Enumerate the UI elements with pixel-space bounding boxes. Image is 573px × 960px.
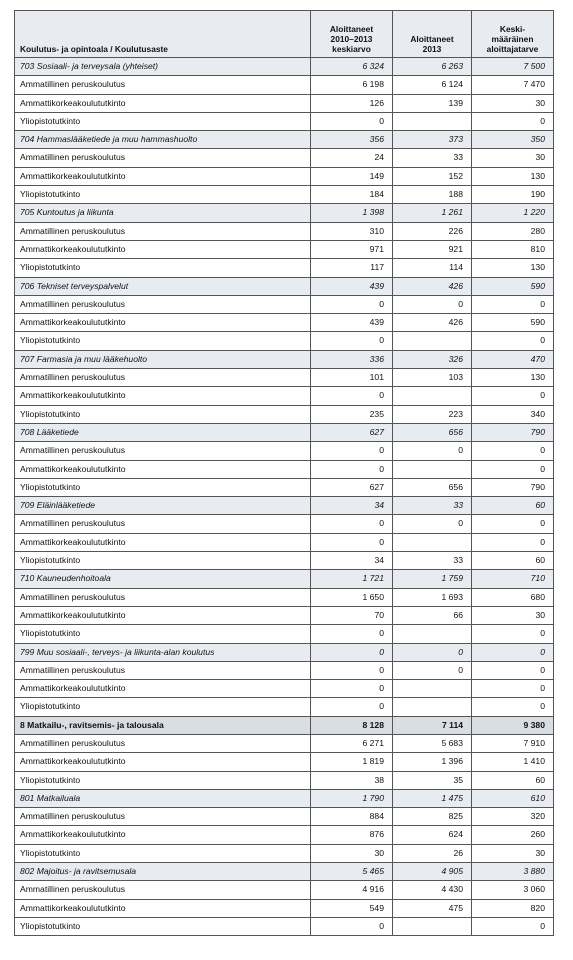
starters-2013-cell: 6 263 bbox=[393, 58, 472, 76]
avg-2010-2013-cell: 8 128 bbox=[311, 716, 393, 734]
starter-need-cell: 0 bbox=[472, 112, 554, 130]
starter-need-cell: 590 bbox=[472, 277, 554, 295]
avg-2010-2013-cell: 336 bbox=[311, 350, 393, 368]
starters-2013-cell: 1 693 bbox=[393, 588, 472, 606]
row-label: Ammatillinen peruskoulutus bbox=[15, 442, 311, 460]
starter-need-cell: 0 bbox=[472, 442, 554, 460]
row-label: Ammatillinen peruskoulutus bbox=[15, 515, 311, 533]
starter-need-cell: 7 910 bbox=[472, 734, 554, 752]
avg-2010-2013-cell: 1 650 bbox=[311, 588, 393, 606]
table-row bbox=[15, 899, 554, 917]
starter-need-cell: 790 bbox=[472, 478, 554, 496]
avg-2010-2013-cell: 0 bbox=[311, 661, 393, 679]
starter-need-cell: 710 bbox=[472, 570, 554, 588]
starters-2013-cell: 656 bbox=[393, 478, 472, 496]
table-row bbox=[15, 222, 554, 240]
starter-need-cell: 0 bbox=[472, 295, 554, 313]
starter-need-cell: 30 bbox=[472, 606, 554, 624]
starter-need-cell: 350 bbox=[472, 131, 554, 149]
starter-need-cell: 0 bbox=[472, 917, 554, 935]
avg-2010-2013-cell: 0 bbox=[311, 442, 393, 460]
starters-2013-cell: 33 bbox=[393, 497, 472, 515]
row-label: Yliopistotutkinto bbox=[15, 552, 311, 570]
header-starters-2013: Aloittaneet 2013 bbox=[393, 11, 472, 58]
starters-2013-cell: 6 124 bbox=[393, 76, 472, 94]
starter-need-cell: 0 bbox=[472, 661, 554, 679]
row-label: 802 Majoitus- ja ravitsemusala bbox=[15, 863, 311, 881]
starters-2013-cell: 0 bbox=[393, 661, 472, 679]
table-row bbox=[15, 387, 554, 405]
row-label: Ammatillinen peruskoulutus bbox=[15, 661, 311, 679]
row-label: Ammattikorkeakoulututkinto bbox=[15, 606, 311, 624]
avg-2010-2013-cell: 627 bbox=[311, 478, 393, 496]
starters-2013-cell: 103 bbox=[393, 369, 472, 387]
avg-2010-2013-cell: 6 324 bbox=[311, 58, 393, 76]
row-label: Yliopistotutkinto bbox=[15, 259, 311, 277]
starter-need-cell: 810 bbox=[472, 240, 554, 258]
row-label: Ammattikorkeakoulututkinto bbox=[15, 753, 311, 771]
avg-2010-2013-cell: 5 465 bbox=[311, 863, 393, 881]
starters-2013-cell: 33 bbox=[393, 552, 472, 570]
starters-2013-cell: 188 bbox=[393, 186, 472, 204]
starters-2013-cell: 1 261 bbox=[393, 204, 472, 222]
row-label: Ammatillinen peruskoulutus bbox=[15, 588, 311, 606]
row-label: Ammattikorkeakoulututkinto bbox=[15, 387, 311, 405]
table-row bbox=[15, 149, 554, 167]
category-row bbox=[15, 497, 554, 515]
avg-2010-2013-cell: 70 bbox=[311, 606, 393, 624]
avg-2010-2013-cell: 126 bbox=[311, 94, 393, 112]
table-row bbox=[15, 259, 554, 277]
starter-need-cell: 0 bbox=[472, 625, 554, 643]
row-label: Ammattikorkeakoulututkinto bbox=[15, 899, 311, 917]
starters-2013-cell: 475 bbox=[393, 899, 472, 917]
starter-need-cell: 9 380 bbox=[472, 716, 554, 734]
row-label: Ammatillinen peruskoulutus bbox=[15, 295, 311, 313]
table-row bbox=[15, 588, 554, 606]
avg-2010-2013-cell: 38 bbox=[311, 771, 393, 789]
row-label: Yliopistotutkinto bbox=[15, 698, 311, 716]
starter-need-cell: 280 bbox=[472, 222, 554, 240]
starter-need-cell: 3 880 bbox=[472, 863, 554, 881]
row-label: Ammatillinen peruskoulutus bbox=[15, 222, 311, 240]
starters-2013-cell: 7 114 bbox=[393, 716, 472, 734]
table-row bbox=[15, 698, 554, 716]
starters-2013-cell: 624 bbox=[393, 826, 472, 844]
starter-need-cell: 260 bbox=[472, 826, 554, 844]
avg-2010-2013-cell: 439 bbox=[311, 314, 393, 332]
table-row bbox=[15, 771, 554, 789]
row-label: Ammattikorkeakoulututkinto bbox=[15, 460, 311, 478]
table-row bbox=[15, 442, 554, 460]
table-row bbox=[15, 94, 554, 112]
table-header-row bbox=[15, 11, 554, 58]
row-label: 8 Matkailu-, ravitsemis- ja talousala bbox=[15, 716, 311, 734]
avg-2010-2013-cell: 34 bbox=[311, 552, 393, 570]
category-row bbox=[15, 277, 554, 295]
avg-2010-2013-cell: 876 bbox=[311, 826, 393, 844]
starters-2013-cell: 223 bbox=[393, 405, 472, 423]
avg-2010-2013-cell: 0 bbox=[311, 643, 393, 661]
avg-2010-2013-cell: 0 bbox=[311, 698, 393, 716]
avg-2010-2013-cell: 117 bbox=[311, 259, 393, 277]
starter-need-cell: 7 470 bbox=[472, 76, 554, 94]
starters-2013-cell bbox=[393, 698, 472, 716]
avg-2010-2013-cell: 310 bbox=[311, 222, 393, 240]
category-row bbox=[15, 423, 554, 441]
starter-need-cell: 0 bbox=[472, 698, 554, 716]
avg-2010-2013-cell: 1 398 bbox=[311, 204, 393, 222]
starter-need-cell: 790 bbox=[472, 423, 554, 441]
starter-need-cell: 0 bbox=[472, 387, 554, 405]
row-label: 710 Kauneudenhoitoala bbox=[15, 570, 311, 588]
row-label: Ammatillinen peruskoulutus bbox=[15, 808, 311, 826]
table-row bbox=[15, 405, 554, 423]
row-label: Yliopistotutkinto bbox=[15, 186, 311, 204]
table-row bbox=[15, 844, 554, 862]
starter-need-cell: 1 220 bbox=[472, 204, 554, 222]
avg-2010-2013-cell: 0 bbox=[311, 460, 393, 478]
starters-2013-cell: 1 475 bbox=[393, 789, 472, 807]
category-row bbox=[15, 570, 554, 588]
table-row bbox=[15, 533, 554, 551]
starters-2013-cell: 4 905 bbox=[393, 863, 472, 881]
row-label: Ammattikorkeakoulututkinto bbox=[15, 167, 311, 185]
starters-2013-cell bbox=[393, 387, 472, 405]
avg-2010-2013-cell: 0 bbox=[311, 112, 393, 130]
starter-need-cell: 60 bbox=[472, 552, 554, 570]
avg-2010-2013-cell: 0 bbox=[311, 917, 393, 935]
table-row bbox=[15, 76, 554, 94]
row-label: Yliopistotutkinto bbox=[15, 405, 311, 423]
table-row bbox=[15, 167, 554, 185]
avg-2010-2013-cell: 184 bbox=[311, 186, 393, 204]
starter-need-cell: 590 bbox=[472, 314, 554, 332]
starters-2013-cell: 114 bbox=[393, 259, 472, 277]
table-row bbox=[15, 460, 554, 478]
avg-2010-2013-cell: 0 bbox=[311, 295, 393, 313]
starters-2013-cell bbox=[393, 332, 472, 350]
starters-2013-cell: 825 bbox=[393, 808, 472, 826]
table-row bbox=[15, 314, 554, 332]
starters-2013-cell: 656 bbox=[393, 423, 472, 441]
table-row bbox=[15, 881, 554, 899]
avg-2010-2013-cell: 4 916 bbox=[311, 881, 393, 899]
table-row bbox=[15, 826, 554, 844]
table-row bbox=[15, 808, 554, 826]
starters-2013-cell: 4 430 bbox=[393, 881, 472, 899]
table-row bbox=[15, 240, 554, 258]
starter-need-cell: 1 410 bbox=[472, 753, 554, 771]
avg-2010-2013-cell: 0 bbox=[311, 533, 393, 551]
starters-2013-cell: 426 bbox=[393, 277, 472, 295]
starters-2013-cell: 0 bbox=[393, 643, 472, 661]
avg-2010-2013-cell: 0 bbox=[311, 625, 393, 643]
table-row bbox=[15, 552, 554, 570]
table-row bbox=[15, 112, 554, 130]
starters-2013-cell bbox=[393, 533, 472, 551]
avg-2010-2013-cell: 34 bbox=[311, 497, 393, 515]
row-label: 709 Eläinlääketiede bbox=[15, 497, 311, 515]
row-label: 703 Sosiaali- ja terveysala (yhteiset) bbox=[15, 58, 311, 76]
education-starters-table bbox=[14, 10, 554, 936]
row-label: 704 Hammaslääketiede ja muu hammashuolto bbox=[15, 131, 311, 149]
row-label: Yliopistotutkinto bbox=[15, 917, 311, 935]
table-row bbox=[15, 680, 554, 698]
avg-2010-2013-cell: 1 721 bbox=[311, 570, 393, 588]
row-label: 707 Farmasia ja muu lääkehuolto bbox=[15, 350, 311, 368]
starters-2013-cell: 326 bbox=[393, 350, 472, 368]
starters-2013-cell: 26 bbox=[393, 844, 472, 862]
row-label: 705 Kuntoutus ja liikunta bbox=[15, 204, 311, 222]
starter-need-cell: 610 bbox=[472, 789, 554, 807]
main-category-row bbox=[15, 716, 554, 734]
starter-need-cell: 320 bbox=[472, 808, 554, 826]
row-label: Ammattikorkeakoulututkinto bbox=[15, 94, 311, 112]
row-label: Yliopistotutkinto bbox=[15, 625, 311, 643]
avg-2010-2013-cell: 6 198 bbox=[311, 76, 393, 94]
avg-2010-2013-cell: 1 819 bbox=[311, 753, 393, 771]
row-label: Ammatillinen peruskoulutus bbox=[15, 149, 311, 167]
starters-2013-cell: 0 bbox=[393, 442, 472, 460]
avg-2010-2013-cell: 0 bbox=[311, 332, 393, 350]
table-row bbox=[15, 186, 554, 204]
starters-2013-cell bbox=[393, 917, 472, 935]
row-label: Ammattikorkeakoulututkinto bbox=[15, 240, 311, 258]
starters-2013-cell: 0 bbox=[393, 515, 472, 533]
row-label: Ammattikorkeakoulututkinto bbox=[15, 680, 311, 698]
starters-2013-cell bbox=[393, 625, 472, 643]
row-label: Ammattikorkeakoulututkinto bbox=[15, 533, 311, 551]
starters-2013-cell bbox=[393, 680, 472, 698]
starters-2013-cell: 66 bbox=[393, 606, 472, 624]
avg-2010-2013-cell: 0 bbox=[311, 387, 393, 405]
avg-2010-2013-cell: 149 bbox=[311, 167, 393, 185]
starters-2013-cell bbox=[393, 460, 472, 478]
starter-need-cell: 30 bbox=[472, 94, 554, 112]
starter-need-cell: 130 bbox=[472, 369, 554, 387]
starter-need-cell: 470 bbox=[472, 350, 554, 368]
starter-need-cell: 130 bbox=[472, 259, 554, 277]
starters-2013-cell: 5 683 bbox=[393, 734, 472, 752]
category-row bbox=[15, 643, 554, 661]
avg-2010-2013-cell: 0 bbox=[311, 680, 393, 698]
starter-need-cell: 0 bbox=[472, 643, 554, 661]
table-row bbox=[15, 478, 554, 496]
starter-need-cell: 680 bbox=[472, 588, 554, 606]
table-row bbox=[15, 734, 554, 752]
avg-2010-2013-cell: 0 bbox=[311, 515, 393, 533]
data-table-container bbox=[14, 10, 553, 936]
starters-2013-cell: 152 bbox=[393, 167, 472, 185]
row-label: Yliopistotutkinto bbox=[15, 332, 311, 350]
table-row bbox=[15, 369, 554, 387]
starters-2013-cell bbox=[393, 112, 472, 130]
starters-2013-cell: 139 bbox=[393, 94, 472, 112]
category-row bbox=[15, 789, 554, 807]
row-label: Yliopistotutkinto bbox=[15, 771, 311, 789]
starters-2013-cell: 1 759 bbox=[393, 570, 472, 588]
starter-need-cell: 60 bbox=[472, 497, 554, 515]
avg-2010-2013-cell: 971 bbox=[311, 240, 393, 258]
avg-2010-2013-cell: 439 bbox=[311, 277, 393, 295]
avg-2010-2013-cell: 30 bbox=[311, 844, 393, 862]
starter-need-cell: 0 bbox=[472, 533, 554, 551]
header-starter-need: Keski- määräinen aloittajatarve bbox=[472, 11, 554, 58]
header-field-level: Koulutus- ja opintoala / Koulutusaste bbox=[15, 11, 311, 58]
starter-need-cell: 0 bbox=[472, 332, 554, 350]
starter-need-cell: 130 bbox=[472, 167, 554, 185]
category-row bbox=[15, 863, 554, 881]
starters-2013-cell: 373 bbox=[393, 131, 472, 149]
starter-need-cell: 7 500 bbox=[472, 58, 554, 76]
row-label: Ammatillinen peruskoulutus bbox=[15, 881, 311, 899]
starters-2013-cell: 0 bbox=[393, 295, 472, 313]
avg-2010-2013-cell: 24 bbox=[311, 149, 393, 167]
starters-2013-cell: 1 396 bbox=[393, 753, 472, 771]
starters-2013-cell: 35 bbox=[393, 771, 472, 789]
table-body bbox=[15, 58, 554, 936]
starter-need-cell: 60 bbox=[472, 771, 554, 789]
starters-2013-cell: 226 bbox=[393, 222, 472, 240]
category-row bbox=[15, 350, 554, 368]
row-label: 706 Tekniset terveyspalvelut bbox=[15, 277, 311, 295]
row-label: Yliopistotutkinto bbox=[15, 478, 311, 496]
starter-need-cell: 0 bbox=[472, 515, 554, 533]
starter-need-cell: 0 bbox=[472, 680, 554, 698]
starters-2013-cell: 921 bbox=[393, 240, 472, 258]
category-row bbox=[15, 58, 554, 76]
starter-need-cell: 30 bbox=[472, 149, 554, 167]
starter-need-cell: 340 bbox=[472, 405, 554, 423]
starter-need-cell: 30 bbox=[472, 844, 554, 862]
row-label: Ammatillinen peruskoulutus bbox=[15, 734, 311, 752]
avg-2010-2013-cell: 549 bbox=[311, 899, 393, 917]
row-label: 708 Lääketiede bbox=[15, 423, 311, 441]
starters-2013-cell: 33 bbox=[393, 149, 472, 167]
avg-2010-2013-cell: 6 271 bbox=[311, 734, 393, 752]
starter-need-cell: 3 060 bbox=[472, 881, 554, 899]
row-label: Ammatillinen peruskoulutus bbox=[15, 369, 311, 387]
header-avg-2010-2013: Aloittaneet 2010–2013 keskiarvo bbox=[311, 11, 393, 58]
category-row bbox=[15, 204, 554, 222]
row-label: Yliopistotutkinto bbox=[15, 112, 311, 130]
row-label: Ammattikorkeakoulututkinto bbox=[15, 826, 311, 844]
starters-2013-cell: 426 bbox=[393, 314, 472, 332]
avg-2010-2013-cell: 356 bbox=[311, 131, 393, 149]
row-label: 801 Matkailuala bbox=[15, 789, 311, 807]
row-label: Yliopistotutkinto bbox=[15, 844, 311, 862]
table-row bbox=[15, 661, 554, 679]
avg-2010-2013-cell: 1 790 bbox=[311, 789, 393, 807]
avg-2010-2013-cell: 101 bbox=[311, 369, 393, 387]
avg-2010-2013-cell: 884 bbox=[311, 808, 393, 826]
table-row bbox=[15, 332, 554, 350]
starter-need-cell: 190 bbox=[472, 186, 554, 204]
starter-need-cell: 820 bbox=[472, 899, 554, 917]
row-label: Ammattikorkeakoulututkinto bbox=[15, 314, 311, 332]
row-label: Ammatillinen peruskoulutus bbox=[15, 76, 311, 94]
avg-2010-2013-cell: 627 bbox=[311, 423, 393, 441]
starter-need-cell: 0 bbox=[472, 460, 554, 478]
table-row bbox=[15, 295, 554, 313]
table-row bbox=[15, 515, 554, 533]
table-row bbox=[15, 606, 554, 624]
table-row bbox=[15, 625, 554, 643]
table-row bbox=[15, 753, 554, 771]
row-label: 799 Muu sosiaali-, terveys- ja liikunta-alan koulutus bbox=[15, 643, 311, 661]
avg-2010-2013-cell: 235 bbox=[311, 405, 393, 423]
table-row bbox=[15, 917, 554, 935]
category-row bbox=[15, 131, 554, 149]
